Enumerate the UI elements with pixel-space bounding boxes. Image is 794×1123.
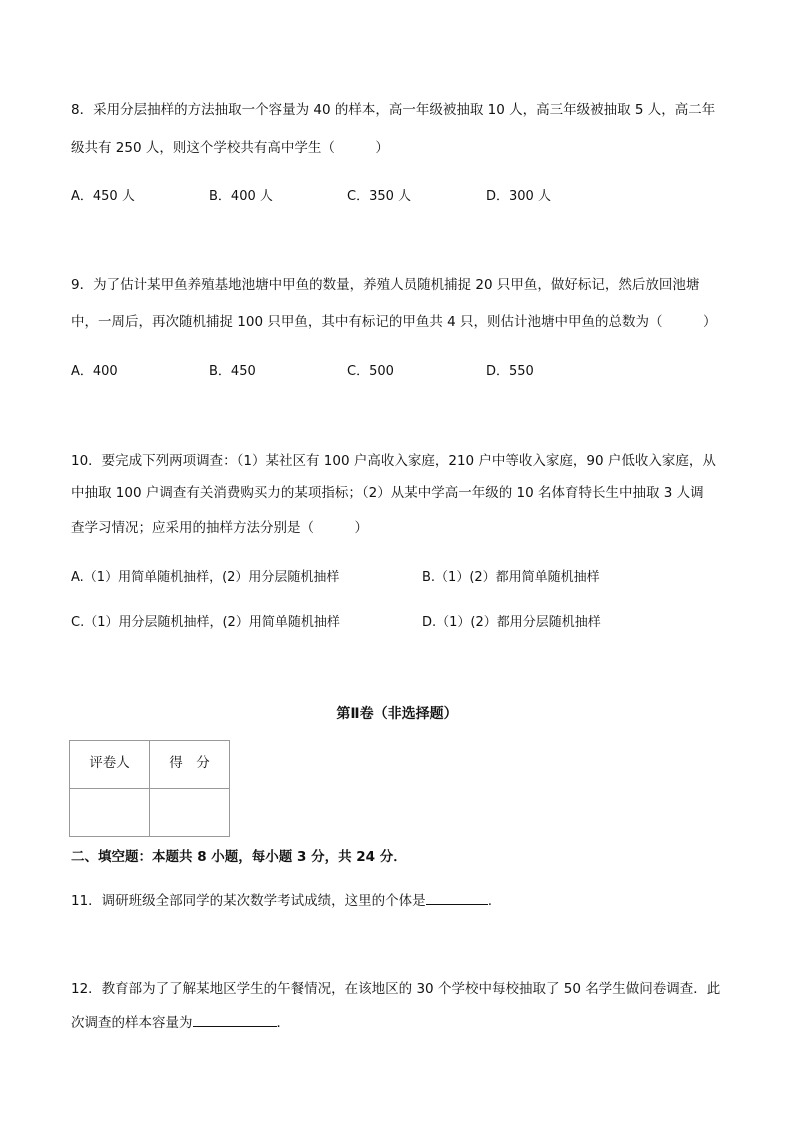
q11-end: . [487, 893, 492, 909]
q11-stem [71, 890, 492, 910]
score-table [69, 740, 230, 837]
q9-stem-line2: 中，一周后，再次随机捕捉 100 只甲鱼，其中有标记的甲鱼共 4 只，则估计池塘中甲鱼的总数为（ ） [71, 314, 717, 330]
q8-option-a: A．450 人 [71, 189, 135, 204]
q9-option-b: B．450 [209, 364, 256, 379]
q11-text: 11．调研班级全部同学的某次数学考试成绩，这里的个体是 [71, 893, 426, 909]
q12-text: 次调查的样本容量为 [71, 1015, 193, 1031]
section-2-title: 第Ⅱ卷（非选择题） [336, 706, 458, 722]
q8-stem-line2: 级共有 250 人，则这个学校共有高中学生（ ） [71, 140, 389, 156]
q10-option-d: D.（1）(2）都用分层随机抽样 [422, 615, 601, 630]
q11-answer-blank[interactable] [426, 890, 488, 905]
q9-option-a: A．400 [71, 364, 118, 379]
q10-option-c: C.（1）用分层随机抽样，(2）用简单随机抽样 [71, 615, 340, 630]
q9-option-d: D．550 [486, 364, 534, 379]
q9-stem-line1: 9．为了估计某甲鱼养殖基地池塘中甲鱼的数量，养殖人员随机捕捉 20 只甲鱼，做好标记，然后放回池塘 [71, 277, 700, 293]
grader-cell[interactable] [70, 789, 150, 837]
q12-stem-line2 [71, 1012, 290, 1032]
q10-stem-line3: 查学习情况；应采用的抽样方法分别是（ ） [71, 520, 368, 536]
q8-option-d: D．300 人 [486, 189, 551, 204]
q8-stem-line1: 8．采用分层抽样的方法抽取一个容量为 40 的样本，高一年级被抽取 10 人，高三年级被抽取 5 人，高二年 [71, 102, 716, 118]
q10-stem-line2: 中抽取 100 户调查有关消费购买力的某项指标；（2）从某中学高一年级的 10 名体育特长生中抽取 3 人调 [71, 485, 704, 501]
grader-header: 评卷人 [70, 741, 150, 789]
q12-answer-blank[interactable] [193, 1012, 277, 1027]
score-cell[interactable] [150, 789, 230, 837]
q9-option-c: C．500 [347, 364, 394, 379]
q12-stem-line1: 12．教育部为了了解某地区学生的午餐情况，在该地区的 30 个学校中每校抽取了 50 名学生做问卷调查．此 [71, 981, 721, 997]
q10-option-b: B.（1）(2）都用简单随机抽样 [422, 570, 600, 585]
score-header: 得 分 [150, 741, 230, 789]
q8-option-b: B．400 人 [209, 189, 273, 204]
q10-stem-line1: 10．要完成下列两项调查：（1）某社区有 100 户高收入家庭，210 户中等收入家庭，90 户低收入家庭，从 [71, 453, 716, 469]
q10-option-a: A.（1）用简单随机抽样，(2）用分层随机抽样 [71, 570, 340, 585]
q12-end: ． [276, 1015, 290, 1031]
q8-option-c: C．350 人 [347, 189, 412, 204]
fill-in-heading: 二、填空题：本题共 8 小题，每小题 3 分，共 24 分． [71, 849, 407, 865]
